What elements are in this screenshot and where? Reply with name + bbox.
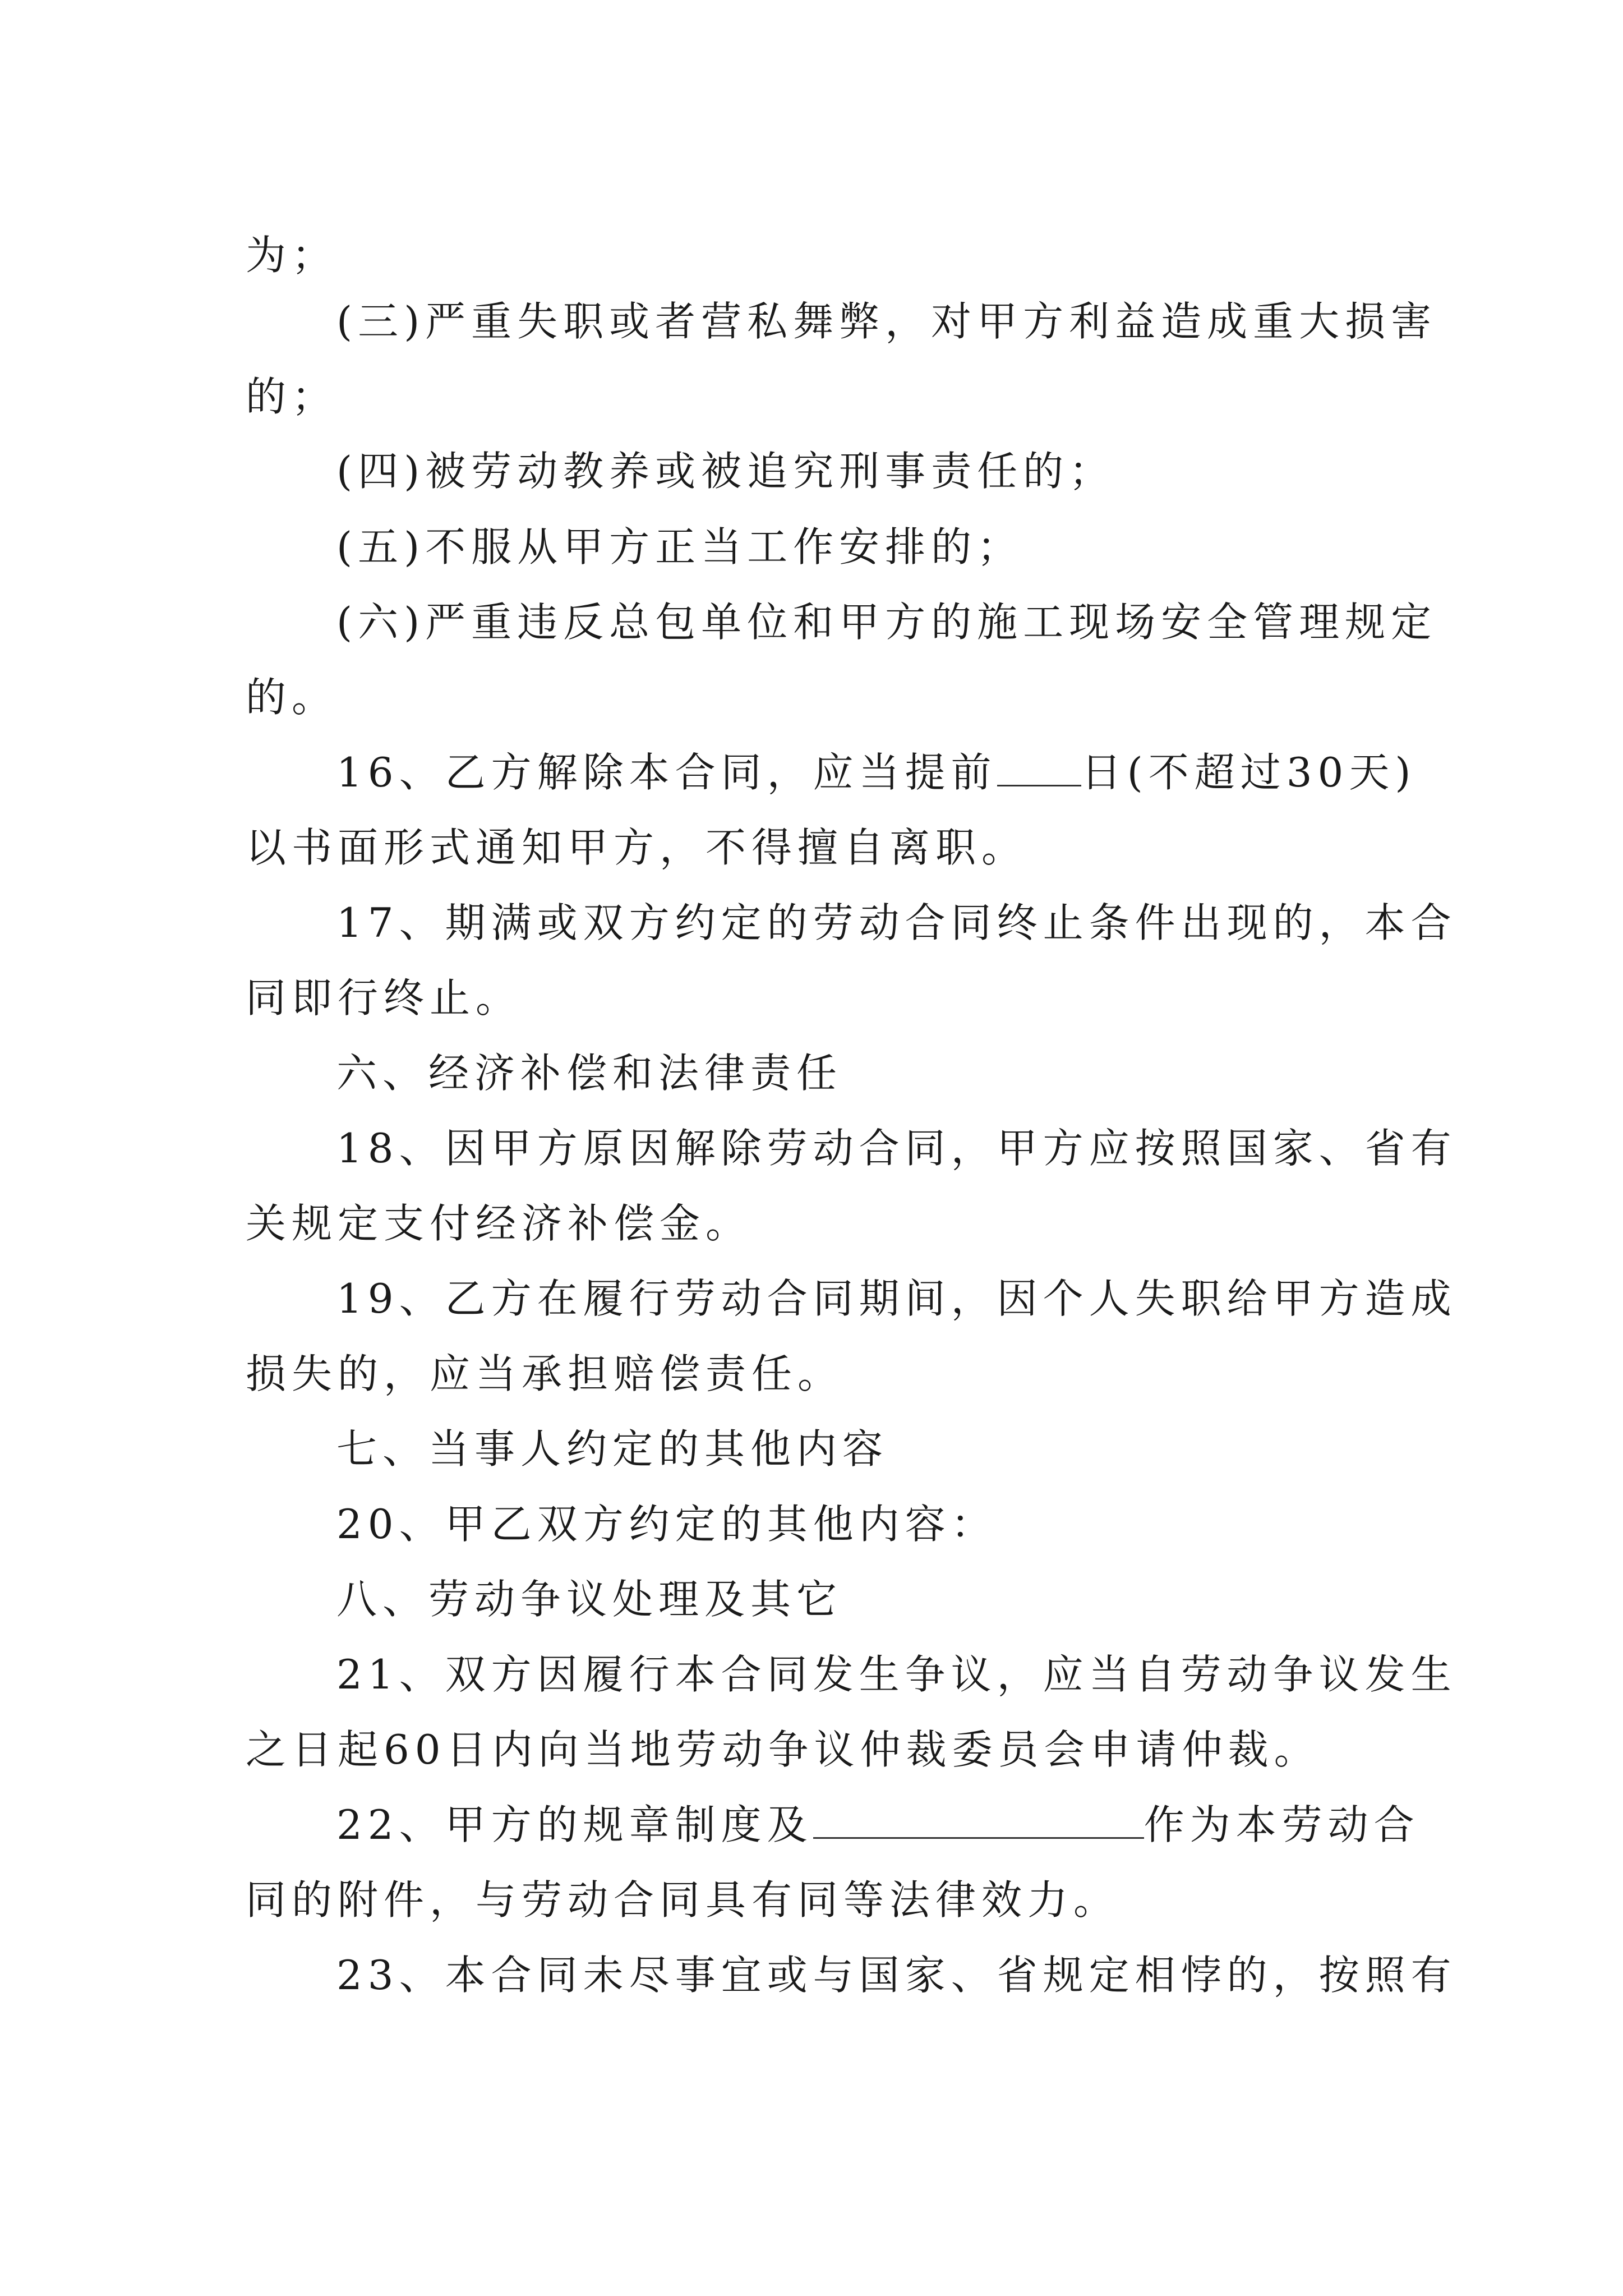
text-line: 为； <box>246 232 338 279</box>
clause-16-days-blank <box>997 744 1081 786</box>
text-line: 损失的，应当承担赔偿责任。 <box>246 1350 844 1397</box>
clause-16-text-before: 16、乙方解除本合同，应当提前 <box>336 749 997 796</box>
text-line: 17、期满或双方约定的劳动合同终止条件出现的，本合 <box>336 899 1457 946</box>
section-heading: 八、劳动争议处理及其它 <box>336 1576 843 1623</box>
text-line: 21、双方因履行本合同发生争议，应当自劳动争议发生 <box>336 1651 1457 1698</box>
text-line: 的； <box>246 373 338 420</box>
clause-22-text-before: 22、甲方的规章制度及 <box>336 1801 813 1848</box>
clause-22-attachment-blank <box>813 1797 1144 1839</box>
text-line: 同即行终止。 <box>246 974 522 1022</box>
text-line: 同的附件，与劳动合同具有同等法律效力。 <box>246 1876 1120 1924</box>
clause-16-line <box>336 742 1417 803</box>
text-line: 之日起60日内向当地劳动争议仲裁委员会申请仲裁。 <box>246 1726 1320 1773</box>
section-heading: 六、经济补偿和法律责任 <box>336 1050 843 1097</box>
text-line: 关规定支付经济补偿金。 <box>246 1200 752 1247</box>
text-line: 18、因甲方原因解除劳动合同，甲方应按照国家、省有 <box>336 1125 1457 1172</box>
text-line: 19、乙方在履行劳动合同期间，因个人失职给甲方造成 <box>336 1275 1457 1322</box>
text-line: 以书面形式通知甲方，不得擅自离职。 <box>246 824 1028 871</box>
text-line: (三)严重失职或者营私舞弊，对甲方利益造成重大损害 <box>336 298 1437 345</box>
text-line: 的。 <box>246 674 338 721</box>
clause-22-text-after: 作为本劳动合 <box>1144 1801 1420 1848</box>
text-line: (四)被劳动教养或被追究刑事责任的； <box>336 448 1115 495</box>
text-line: (五)不服从甲方正当工作安排的； <box>336 523 1023 570</box>
text-line: (六)严重违反总包单位和甲方的施工现场安全管理规定 <box>336 599 1437 646</box>
section-heading: 七、当事人约定的其他内容 <box>336 1425 889 1473</box>
clause-22-line <box>336 1794 1420 1856</box>
clause-16-text-after: 日(不超过30天) <box>1081 749 1417 796</box>
text-line: 20、甲乙双方约定的其他内容： <box>336 1501 997 1548</box>
text-line: 23、本合同未尽事宜或与国家、省规定相悖的，按照有 <box>336 1952 1457 1999</box>
